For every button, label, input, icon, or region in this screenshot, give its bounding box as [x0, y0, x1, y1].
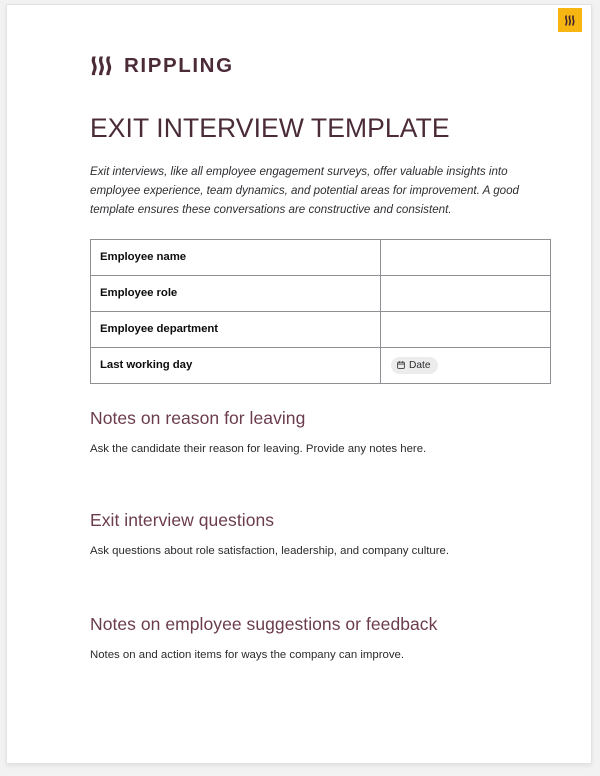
document-content [90, 113, 538, 665]
table-row [91, 347, 551, 383]
field-value[interactable] [381, 275, 551, 311]
section-notes-suggestions-feedback [90, 614, 538, 665]
field-value[interactable] [381, 239, 551, 275]
rippling-ripple-mark-icon [90, 56, 115, 77]
rippling-wordmark: RIPPLING [124, 54, 234, 78]
intro-paragraph: Exit interviews, like all employee engagement surveys, offer valuable insights into employee experience, team dynamics, and potential areas for improvement. A good template ensures these conversations are constructive and consistent. [90, 165, 519, 217]
field-label: Last working day [91, 347, 381, 383]
section-heading: Notes on employee suggestions or feedback [90, 614, 438, 635]
field-value[interactable] [381, 311, 551, 347]
section-heading: Exit interview questions [90, 510, 275, 531]
table-row [91, 239, 551, 275]
section-notes-reason-for-leaving [90, 408, 538, 459]
field-value[interactable] [381, 347, 551, 383]
document-page [6, 4, 592, 764]
section-exit-interview-questions [90, 510, 538, 561]
field-label: Employee name [91, 239, 381, 275]
date-chip-label: Date [409, 359, 431, 371]
section-body: Notes on and action items for ways the company can improve. [90, 649, 405, 662]
section-heading: Notes on reason for leaving [90, 407, 306, 428]
field-label: Employee department [91, 311, 381, 347]
rippling-logo [90, 56, 234, 77]
table-row [91, 275, 551, 311]
field-label: Employee role [91, 275, 381, 311]
calendar-icon [397, 361, 405, 369]
section-body: Ask questions about role satisfaction, leadership, and company culture. [90, 545, 450, 558]
section-body: Ask the candidate their reason for leaving. Provide any notes here. [90, 442, 427, 455]
date-chip[interactable] [391, 357, 438, 374]
rippling-ripple-mark-icon [564, 14, 577, 27]
rippling-badge [558, 8, 582, 32]
page-title: EXIT INTERVIEW TEMPLATE [90, 113, 450, 143]
employee-info-table [90, 239, 551, 384]
table-row [91, 311, 551, 347]
